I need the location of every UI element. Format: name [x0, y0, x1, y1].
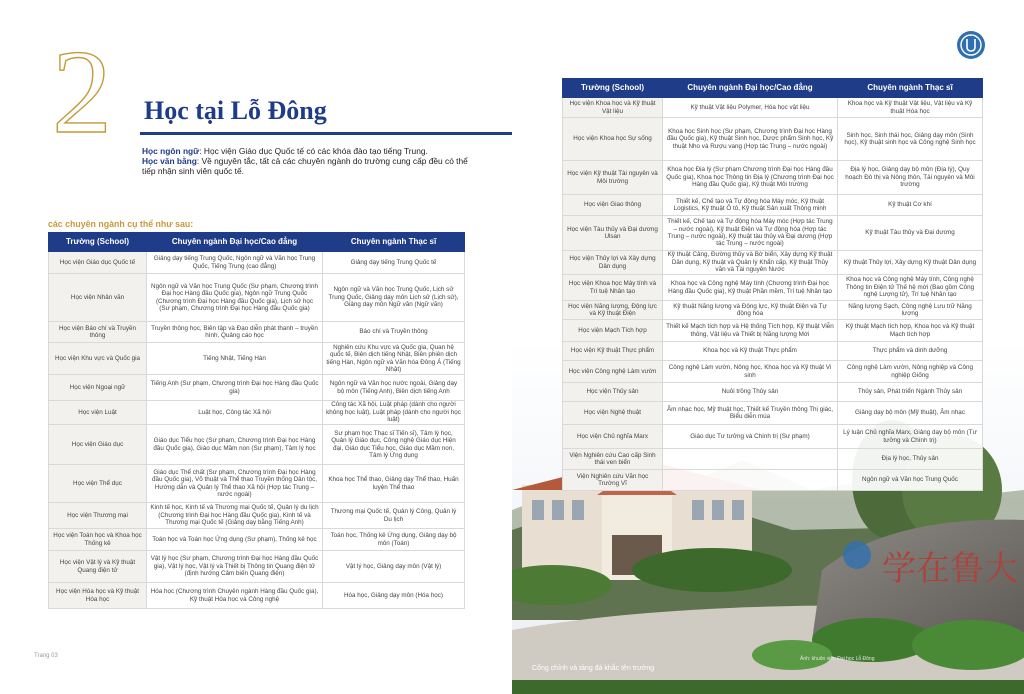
table-row [49, 551, 465, 583]
header-school: Trường (School) [49, 233, 147, 252]
school-cell: Học viện Hóa học và Kỹ thuật Hóa học [49, 583, 147, 609]
master-cell: Khoa học và Công nghệ Máy tính, Công nghệ Thông tin Điện tử Thế hệ mới (Bao gồm Công nghệ Lượng tử), Trí tuệ Nhân tạo [838, 275, 983, 301]
header-undergrad-right: Chuyên ngành Đại học/Cao đẳng [663, 79, 838, 98]
school-cell: Học viện Mạch Tích hợp [563, 320, 663, 342]
table-row [49, 322, 465, 343]
table-row [563, 216, 983, 251]
school-cell: Viện Nghiên cứu Văn học Trường Vĩ [563, 470, 663, 491]
school-cell: Học viện Khoa học Máy tính và Trí tuệ Nhân tạo [563, 275, 663, 301]
undergrad-cell: Vật lý học (Sư phạm, Chương trình Đại học Hàng đầu Quốc gia), Vật lý học, Vật lý và Thiết bị Thông tin Quang điện tử (định hướng Cảm biến Quang điện) [147, 551, 323, 583]
table-row [563, 195, 983, 216]
undergrad-cell [663, 470, 838, 491]
master-cell: Ngôn ngữ và Văn học nước ngoài, Giảng dạy bộ môn (Tiếng Anh), Biên dịch tiếng Anh [323, 375, 465, 401]
undergrad-cell: Giáo dục Thể chất (Sư phạm, Chương trình Đại học Hàng đầu Quốc gia), Võ thuật và Thể thao Truyền thống Dân tộc, Hướng dẫn và Quản lý Thể thao Xã hội (Hợp tác Trung – nước ngoài) [147, 465, 323, 503]
table-row [49, 252, 465, 274]
page-title: Học tại Lỗ Đông [144, 96, 327, 125]
table-row [563, 320, 983, 342]
intro-degree-text: : Về nguyên tắc, tất cả các chuyên ngành do trường cung cấp đều có thể tiếp nhận sinh viên quốc tế. [142, 156, 468, 176]
master-cell: Thực phẩm và dinh dưỡng [838, 342, 983, 361]
master-cell: Địa lý học, Giảng dạy bộ môn (Địa lý), Quy hoạch Đô thị và Nông thôn, Tài nguyên và Môi trường [838, 161, 983, 195]
undergrad-cell: Thiết kế Mạch tích hợp và Hệ thống Tích hợp, Kỹ thuật Viễn thông, Vật liệu và Thiết bị Năng lượng Mới [663, 320, 838, 342]
school-cell: Học viện Báo chí và Truyền thông [49, 322, 147, 343]
master-cell: Địa lý học, Thủy sản [838, 449, 983, 470]
table-row [49, 529, 465, 551]
master-cell: Kỹ thuật Thủy lợi, Xây dựng Kỹ thuật Dân dụng [838, 251, 983, 275]
master-cell: Giảng dạy bộ môn (Mỹ thuật), Âm nhạc [838, 402, 983, 425]
school-cell: Học viện Năng lượng, Động lực và Kỹ thuật Điện [563, 301, 663, 320]
school-cell: Học viện Nghệ thuật [563, 402, 663, 425]
table-row [563, 301, 983, 320]
undergrad-cell: Giảng dạy tiếng Trung Quốc, Ngôn ngữ và Văn học Trung Quốc, Tiếng Trung (cao đẳng) [147, 252, 323, 274]
undergrad-cell [663, 449, 838, 470]
majors-table-right [562, 78, 983, 491]
undergrad-cell: Kinh tế học, Kinh tế và Thương mại Quốc tế, Quản lý du lịch (Chương trình Đại học Hàng đầu Quốc gia), Kinh tế và Thương mại Quốc tế (Giảng dạy bằng Tiếng Anh) [147, 503, 323, 529]
undergrad-cell: Thiết kế, Chế tạo và Tự động hóa Máy móc, Kỹ thuật Logistics, Kỹ thuật Ô tô, Kỹ thuật Sản xuất Thông minh [663, 195, 838, 216]
table-row [49, 401, 465, 425]
table-row [563, 383, 983, 402]
page-number: Trang 03 [34, 653, 58, 659]
intro-text [142, 146, 472, 176]
undergrad-cell: Khoa học và Công nghệ Máy tính (Chương trình Đại học Hàng đầu Quốc gia), Kỹ thuật Phần mềm, Trí tuệ Nhân tạo [663, 275, 838, 301]
master-cell: Giảng dạy tiếng Trung Quốc tế [323, 252, 465, 274]
table-row [563, 361, 983, 383]
table-row [563, 470, 983, 491]
school-cell: Học viện Giao thông [563, 195, 663, 216]
table-row [49, 503, 465, 529]
undergrad-cell: Giáo dục Tiểu học (Sư phạm, Chương trình Đại học Hàng đầu Quốc gia), Giáo dục Mầm non (Sư phạm), Tâm lý học [147, 425, 323, 465]
undergrad-cell: Tiếng Nhật, Tiếng Hàn [147, 343, 323, 375]
school-cell: Học viện Ngoại ngữ [49, 375, 147, 401]
master-cell: Ngôn ngữ và Văn học Trung Quốc [838, 470, 983, 491]
undergrad-cell: Khoa học và Kỹ thuật Thực phẩm [663, 342, 838, 361]
school-cell: Học viện Toán học và Khoa học Thống kê [49, 529, 147, 551]
undergrad-cell: Khoa học Sinh học (Sư phạm, Chương trình Đại học Hàng đầu Quốc gia), Kỹ thuật Sinh học, Dược phẩm Sinh học, Kỹ thuật Nho và Rượu vang (Hợp tác Trung – nước ngoài) [663, 118, 838, 161]
master-cell: Báo chí và Truyền thông [323, 322, 465, 343]
master-cell: Khoa học và Kỹ thuật Vật liệu, Vật liệu và Kỹ thuật Hóa học [838, 98, 983, 118]
master-cell: Công nghệ Làm vườn, Nông nghiệp và Công nghiệp Giống [838, 361, 983, 383]
section-number: 2 [52, 32, 112, 142]
table-row [49, 375, 465, 401]
intro-degree-line [142, 156, 472, 176]
undergrad-cell: Kỹ thuật Vật liệu Polymer, Hóa học vật liệu [663, 98, 838, 118]
school-cell: Viện Nghiên cứu Cao cấp Sinh thái ven biển [563, 449, 663, 470]
header-master-right: Chuyên ngành Thạc sĩ [838, 79, 983, 98]
undergrad-cell: Khoa học Địa lý (Sư phạm Chương trình Đại học Hàng đầu Quốc gia), Khoa học Thông tin Địa lý (Chương trình Đại học Hàng đầu Quốc gia), Kỹ thuật Môi trường [663, 161, 838, 195]
school-cell: Học viện Vật lý và Kỹ thuật Quang điện tử [49, 551, 147, 583]
table-row [563, 251, 983, 275]
school-cell: Học viện Thủy sản [563, 383, 663, 402]
table-row [49, 465, 465, 503]
school-cell: Học viện Chủ nghĩa Marx [563, 425, 663, 449]
intro-language-line [142, 146, 472, 156]
school-cell: Học viện Thể dục [49, 465, 147, 503]
undergrad-cell: Tiếng Anh (Sư phạm, Chương trình Đại học Hàng đầu Quốc gia) [147, 375, 323, 401]
header-master: Chuyên ngành Thạc sĩ [323, 233, 465, 252]
intro-degree-label: Học văn bằng [142, 156, 197, 166]
undergrad-cell: Luật học, Công tác Xã hội [147, 401, 323, 425]
school-cell: Học viện Khoa học Sự sống [563, 118, 663, 161]
school-cell: Học viện Giáo dục [49, 425, 147, 465]
master-cell: Nghiên cứu Khu vực và Quốc gia, Quan hệ quốc tế, Biên dịch tiếng Nhật, Biên phiên dịch tiếng Hàn, Ngôn ngữ và Văn hóa Đông Á (Tiếng Nhật) [323, 343, 465, 375]
intro-language-text: : Học viện Giáo dục Quốc tế có các khóa đào tạo tiếng Trung. [199, 146, 428, 156]
school-cell: Học viện Thủy lợi và Xây dựng Dân dụng [563, 251, 663, 275]
master-cell: Năng lượng Sạch, Công nghệ Lưu trữ Năng lượng [838, 301, 983, 320]
table-row [563, 449, 983, 470]
engraved-characters: 学在鲁大 [882, 549, 1018, 589]
header-school-right: Trường (School) [563, 79, 663, 98]
majors-table-left [48, 232, 465, 609]
master-cell: Khoa học Thể thao, Giảng dạy Thể thao, Huấn luyện Thể thao [323, 465, 465, 503]
undergrad-cell: Kỹ thuật Cảng, Đường thủy và Bờ biển, Xây dựng Kỹ thuật Dân dụng, Kỹ thuật và Quản lý Khẩn cấp, Kỹ thuật Thủy văn và Tài nguyên Nước [663, 251, 838, 275]
master-cell: Ngôn ngữ và Văn học Trung Quốc, Lịch sử Trung Quốc, Giảng dạy môn Lịch sử (Lịch sử), Giảng dạy môn Ngữ văn (Ngữ văn) [323, 274, 465, 322]
school-cell: Học viện Khu vực và Quốc gia [49, 343, 147, 375]
master-cell: Thủy sản, Phát triển Ngành Thủy sản [838, 383, 983, 402]
master-cell: Sinh học, Sinh thái học, Giảng dạy môn (Sinh học), Kỹ thuật sinh học và Công nghệ Sinh học [838, 118, 983, 161]
master-cell: Kỹ thuật Tàu thủy và Đại dương [838, 216, 983, 251]
table-row [563, 98, 983, 118]
master-cell: Kỹ thuật Mạch tích hợp, Khoa học và Kỹ thuật Mạch tích hợp [838, 320, 983, 342]
title-underline [140, 132, 512, 135]
master-cell: Toán học, Thống kê Ứng dụng, Giảng dạy bộ môn (Toán) [323, 529, 465, 551]
undergrad-cell: Thiết kế, Chế tạo và Tự động hóa Máy móc (Hợp tác Trung – nước ngoài), Kỹ thuật Điện và Tự động hóa (Hợp tác Trung – nước ngoài), Kỹ thuật tàu thủy và Đại dương (Hợp tác Trung – nước ngoài) [663, 216, 838, 251]
master-cell: Thương mại Quốc tế, Quản lý Công, Quản lý Du lịch [323, 503, 465, 529]
table-row [563, 342, 983, 361]
undergrad-cell: Toán học và Toán học Ứng dụng (Sư phạm), Thống kê học [147, 529, 323, 551]
university-logo-icon [956, 30, 986, 60]
undergrad-cell: Hóa học (Chương trình Chuyên ngành Hàng đầu Quốc gia), Kỹ thuật Hóa học và Công nghệ [147, 583, 323, 609]
school-cell: Học viện Kỹ thuật Tài nguyên và Môi trường [563, 161, 663, 195]
majors-subheading: các chuyên ngành cụ thể như sau: [48, 219, 194, 229]
table-row [49, 274, 465, 322]
section-number-outline [50, 32, 140, 142]
header-undergrad: Chuyên ngành Đại học/Cao đẳng [147, 233, 323, 252]
school-cell: Học viện Luật [49, 401, 147, 425]
table-row [563, 402, 983, 425]
table-row [563, 275, 983, 301]
table-row [563, 425, 983, 449]
photo-caption: Cổng chính và tảng đá khắc tên trường [532, 665, 655, 672]
school-cell: Học viện Công nghệ Làm vườn [563, 361, 663, 383]
master-cell: Hóa học, Giảng dạy môn (Hóa học) [323, 583, 465, 609]
master-cell: Công tác Xã hội, Luật pháp (dành cho người không học luật), Luật pháp (dành cho người học luật) [323, 401, 465, 425]
school-cell: Học viện Giáo dục Quốc tế [49, 252, 147, 274]
undergrad-cell: Âm nhạc học, Mỹ thuật học, Thiết kế Truyền thông Thị giác, Biểu diễn múa [663, 402, 838, 425]
undergrad-cell: Giáo dục Tư tưởng và Chính trị (Sư phạm) [663, 425, 838, 449]
school-cell: Học viện Thương mại [49, 503, 147, 529]
undergrad-cell: Kỹ thuật Năng lượng và Động lực, Kỹ thuật Điện và Tự động hóa [663, 301, 838, 320]
undergrad-cell: Ngôn ngữ và Văn học Trung Quốc (Sư phạm, Chương trình Đại học Hàng đầu Quốc gia), Ngôn ngữ Trung Quốc (Chương trình Đại học Hàng đầu Quốc gia), Lịch sử học (Sư phạm, Chương trình Đại học Hàng đầu Quốc gia) [147, 274, 323, 322]
school-cell: Học viện Nhân văn [49, 274, 147, 322]
master-cell: Sư phạm học Thạc sĩ Tiến sĩ), Tâm lý học, Quản lý Giáo dục, Công nghệ Giáo dục Hiện đại, Giáo dục Tiểu học, Giáo dục Mầm non, Tâm lý Ứng dụng [323, 425, 465, 465]
table-row [49, 583, 465, 609]
master-cell: Lý luận Chủ nghĩa Marx, Giảng dạy bộ môn (Tư tưởng và Chính trị) [838, 425, 983, 449]
school-cell: Học viện Kỹ thuật Thực phẩm [563, 342, 663, 361]
intro-language-label: Học ngôn ngữ [142, 146, 200, 156]
master-cell: Kỹ thuật Cơ khí [838, 195, 983, 216]
table-row [563, 118, 983, 161]
table-row [49, 343, 465, 375]
school-cell: Học viện Tàu thủy và Đại dương Ulsan [563, 216, 663, 251]
photo-credit: Ảnh: khuôn viên Đại học Lỗ Đông [800, 656, 875, 662]
master-cell: Vật lý học, Giảng dạy môn (Vật lý) [323, 551, 465, 583]
table-row [563, 161, 983, 195]
school-cell: Học viện Khoa học và Kỹ thuật Vật liệu [563, 98, 663, 118]
table-row [49, 425, 465, 465]
undergrad-cell: Công nghệ Làm vườn, Nông học, Khoa học và Kỹ thuật Vi sinh [663, 361, 838, 383]
undergrad-cell: Truyền thông học, Biên tập và Đạo diễn phát thanh – truyền hình, Quảng cáo học [147, 322, 323, 343]
undergrad-cell: Nuôi trồng Thủy sản [663, 383, 838, 402]
